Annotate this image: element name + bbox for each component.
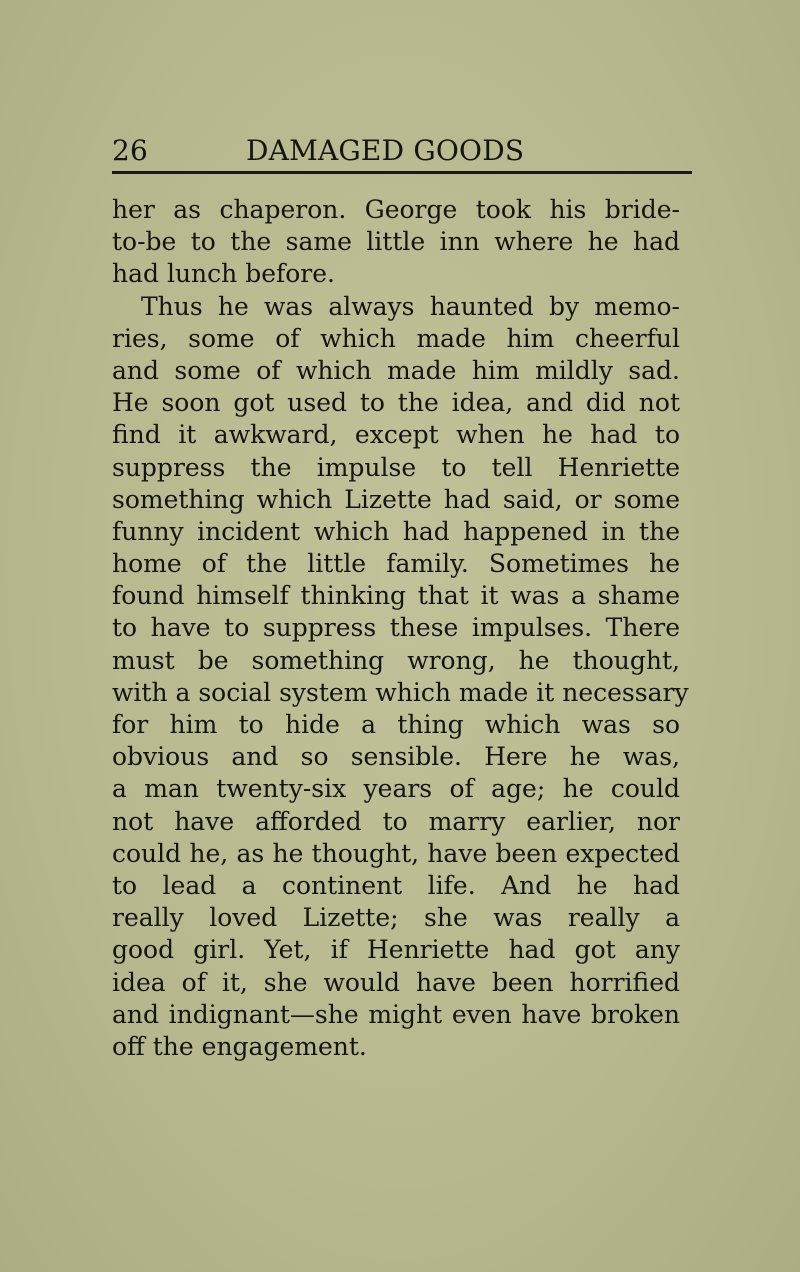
text-line: to have to suppress these impulses. There [112,613,680,643]
running-head [112,128,692,172]
header-rule [112,171,692,174]
text-line: ries, some of which made him cheerful [112,323,680,353]
text-line: good girl. Yet, if Henriette had got any [112,935,680,965]
text-line: idea of it, she would have been horrified [112,967,680,997]
text-line: really loved Lizette; she was really a [112,903,680,933]
text-line: a man twenty-six years of age; he could [112,774,680,804]
text-line: for him to hide a thing which was so [112,710,680,739]
text-line: suppress the impulse to tell Henriette [112,452,680,482]
text-line: find it awkward, except when he had to [112,420,680,450]
book-page [112,128,692,1061]
text-line: her as chaperon. George took his bride- [112,195,680,224]
text-line: and indignant—she might even have broken [112,999,680,1029]
running-title: DAMAGED GOODS [246,134,525,167]
text-line: He soon got used to the idea, and did not [112,388,680,418]
text-line: to-be to the same little inn where he had [112,227,680,257]
text-line: home of the little family. Sometimes he [112,549,680,579]
text-line: off the engagement. [112,1031,367,1061]
text-line: something which Lizette had said, or some [112,484,680,514]
text-line: had lunch before. [112,259,335,289]
text-line: obvious and so sensible. Here he was, [112,742,680,772]
text-line: found himself thinking that it was a shame [112,581,680,611]
text-line: could he, as he thought, have been expected [112,838,680,868]
text-line: must be something wrong, he thought, [112,645,680,675]
body-text [112,194,689,1063]
text-line: and some of which made him mildly sad. [112,355,680,385]
text-line: Thus he was always haunted by memo- [141,291,680,321]
page-number: 26 [112,134,149,167]
text-line: to lead a continent life. And he had [112,870,680,900]
text-line: funny incident which had happened in the [112,516,680,546]
text-line: with a social system which made it necessary [112,677,689,707]
text-line: not have afforded to marry earlier, nor [112,806,680,836]
